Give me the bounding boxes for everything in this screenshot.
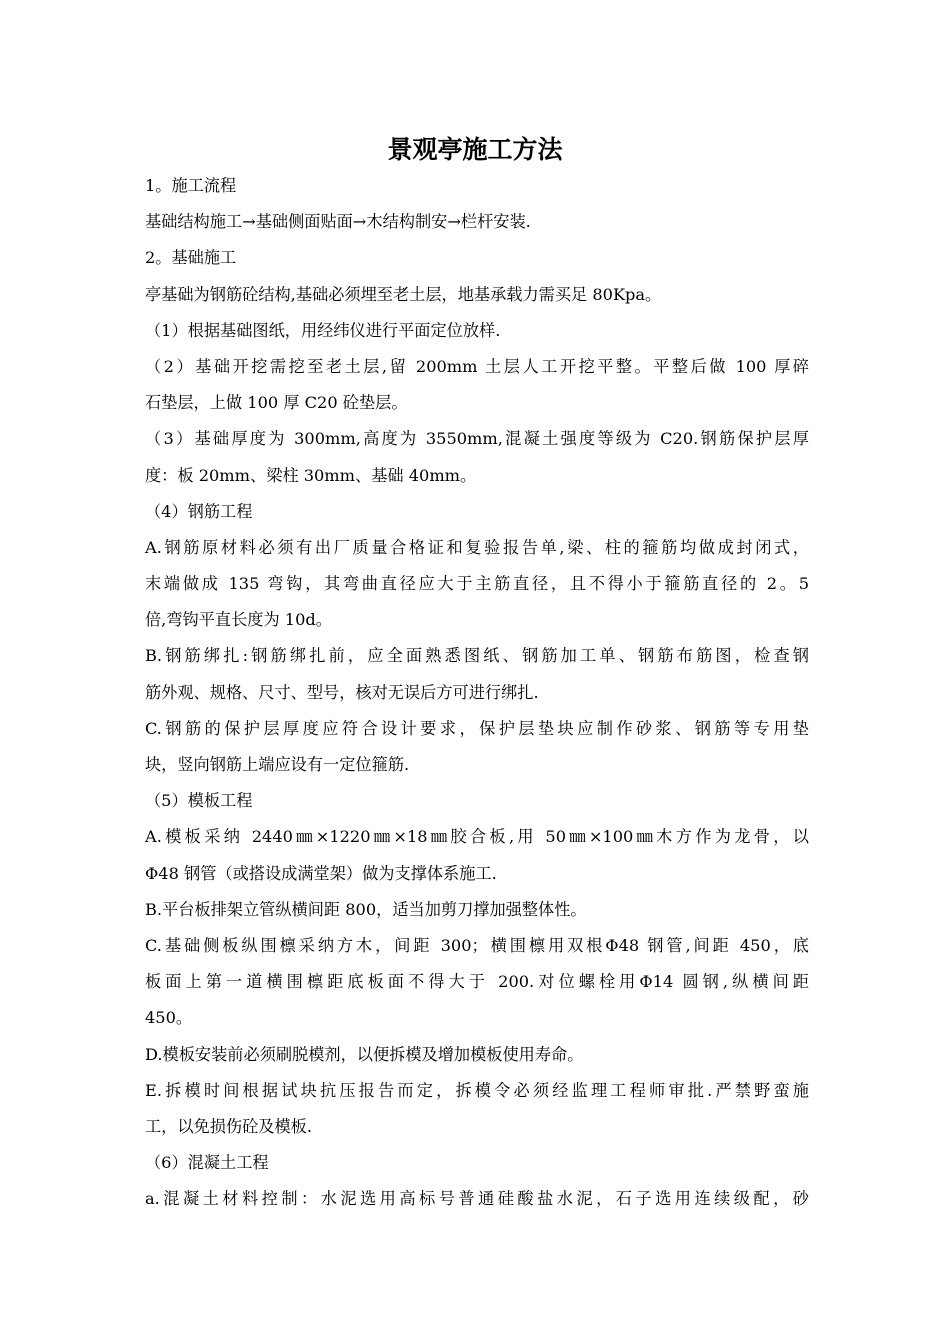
paragraph-line: 450。 [145,1008,193,1028]
paragraph-line: a.混凝土材料控制：水泥选用高标号普通硅酸盐水泥，石子选用连续级配，砂 [145,1189,809,1209]
document-title: 景观亭施工方法 [387,135,563,164]
paragraph-line: 筋外观、规格、尺寸、型号，核对无误后方可进行绑扎. [145,682,539,702]
paragraph-line: 1。施工流程 [145,176,237,195]
paragraph-line: 石垫层，上做 100 厚 C20 砼垫层。 [145,393,408,413]
paragraph-line: 2。基础施工 [145,248,237,268]
paragraph-line: （1）根据基础图纸，用经纬仪进行平面定位放样. [145,320,501,340]
paragraph-line: （4）钢筋工程 [145,501,253,521]
paragraph-line: 倍,弯钩平直长度为 10d。 [145,610,332,630]
paragraph-line: （6）混凝土工程 [145,1153,269,1173]
paragraph-line: B.钢筋绑扎:钢筋绑扎前，应全面熟悉图纸、钢筋加工单、钢筋布筋图，检查钢 [145,646,809,666]
paragraph-line: A.钢筋原材料必须有出厂质量合格证和复验报告单,梁、柱的箍筋均做成封闭式， [145,537,809,557]
paragraph-line: 块，竖向钢筋上端应设有一定位箍筋. [145,755,410,774]
paragraph-line: 基础结构施工→基础侧面贴面→木结构制安→栏杆安装. [145,212,531,232]
paragraph-line: B.平台板排架立管纵横间距 800，适当加剪刀撑加强整体性。 [145,899,587,919]
paragraph-line: Φ48 钢管（或搭设成满堂架）做为支撑体系施工. [145,863,497,883]
paragraph-line: D.模板安装前必须刷脱模剂，以便拆模及增加模板使用寿命。 [145,1044,584,1064]
paragraph-line: 末端做成 135 弯钩，其弯曲直径应大于主筋直径，且不得小于箍筋直径的 2。5 [145,574,809,594]
paragraph-line: 度：板 20mm、梁柱 30mm、基础 40mm。 [145,465,477,485]
paragraph-line: 亭基础为钢筋砼结构,基础必须埋至老土层，地基承载力需买足 80Kpa。 [145,284,662,304]
paragraph-line: C.基础侧板纵围檩采纳方木，间距 300；横围檩用双根Φ48 钢管,间距 450，底 [145,935,809,955]
paragraph-line: A.模板采纳 2440㎜×1220㎜×18㎜胶合板,用 50㎜×100㎜木方作为龙骨，以 [145,827,809,847]
paragraph-line: 板面上第一道横围檩距底板面不得大于 200.对位螺栓用Φ14 圆钢,纵横间距 [145,972,809,992]
paragraph-line: E.拆模时间根据试块抗压报告而定，拆模令必须经监理工程师审批.严禁野蛮施 [145,1080,809,1100]
paragraph-line: （3）基础厚度为 300mm,高度为 3550mm,混凝土强度等级为 C20.钢筋保护层厚 [145,429,809,449]
paragraph-line: 工，以免损伤砼及模板. [145,1116,313,1136]
paragraph-line: （5）模板工程 [145,791,253,811]
document-body [145,168,809,1217]
paragraph-line: C.钢筋的保护层厚度应符合设计要求，保护层垫块应制作砂浆、钢筋等专用垫 [145,718,809,738]
paragraph-line: （2）基础开挖需挖至老土层,留 200mm 土层人工开挖平整。平整后做 100 厚碎 [145,356,809,376]
